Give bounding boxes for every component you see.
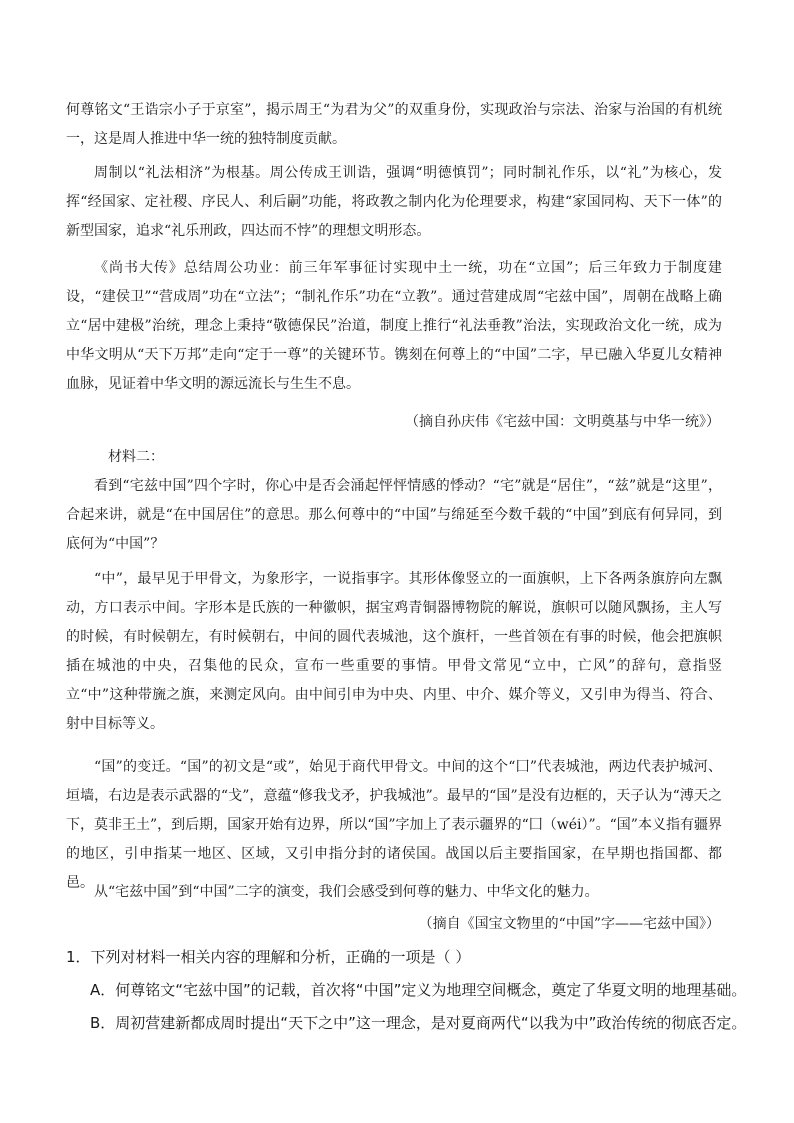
- question-stem: 1．下列对材料一相关内容的理解和分析，正确的一项是（ ）: [66, 948, 471, 966]
- material2-paragraph-4: 从“宅兹中国”到“中国”二字的演变，我们会感受到何尊的魅力、中华文化的魅力。: [94, 884, 599, 900]
- question-option-b[interactable]: B．周初营建新都成周时提出“天下之中”这一理念，是对夏商两代“以我为中”政治传统的彻底否定。: [90, 1014, 747, 1032]
- material2-label: 材料二：: [108, 449, 164, 465]
- question-option-a[interactable]: A．何尊铭文“宅兹中国”的记载，首次将“中国”定义为地理空间概念，奠定了华夏文明的地理基础。: [90, 981, 747, 999]
- material1-paragraph-2: 周制以“礼法相济”为根基。周公传成王训诰，强调“明德慎罚”；同时制礼作乐，以“礼”为核心，发挥“经国家、定社稷、序民人、利后嗣”功能，将政教之制内化为伦理要求，构建“家国同构、天下一体”的新型国家，追求“礼乐刑政，四达而不悖”的理想文明形态。: [66, 165, 722, 239]
- material1-source: （摘自孙庆伟《宅兹中国：文明奠基与中华一统》）: [405, 414, 720, 430]
- material2-paragraph-1: 看到“宅兹中国”四个字时，你心中是否会涌起怦怦情感的悸动？“宅”就是“居住”，“兹”就是“这里”，合起来讲，就是“在中国居住”的意思。那么何尊中的“中国”与绵延至今数千载的“中国”到底有何异同，到底何为“中国”？: [66, 478, 722, 552]
- material2-paragraph-2: “中”，最早见于甲骨文，为象形字，一说指事字。其形体像竖立的一面旗帜，上下各两条旗斿向左飘动，方口表示中间。字形本是氏族的一种徽帜，据宝鸡青铜器博物院的解说，旗帜可以随风飘扬，主人写的时候，有时候朝左，有时候朝右，中间的圆代表城池，这个旗杆，一些首领在有事的时候，他会把旗帜插在城池的中央，召集他的民众，宣布一些重要的事情。甲骨文常见“立中，亡风”的辞句，意指竖立“中”这种带旒之旗，来测定风向。由中间引申为中央、内里、中介、媒介等义，又引申为得当、符合、射中目标等义。: [66, 571, 722, 732]
- material1-paragraph-3: 《尚书大传》总结周公功业：前三年军事征讨实现中土一统，功在“立国”；后三年致力于制度建设，“建侯卫”“营成周”功在“立法”；“制礼作乐”功在“立教”。通过营建成周“宅兹中国”，周朝在战略上确立“居中建极”治统，理念上秉持“敬德保民”治道，制度上推行“礼法垂教”治法，实现政治文化一统，成为中华文明从“天下万邦”走向“定于一尊”的关键环节。镌刻在何尊上的“中国”二字，早已融入华夏儿女精神血脉，见证着中华文明的源远流长与生生不息。: [66, 260, 722, 392]
- material1-paragraph-1: 何尊铭文“王诰宗小子于京室”，揭示周王“为君为父”的双重身份，实现政治与宗法、治家与治国的有机统一，这是周人推进中华一统的独特制度贡献。: [66, 102, 722, 147]
- material2-paragraph-3: “国”的变迁。“国”的初文是“或”，始见于商代甲骨文。中间的这个“囗”代表城池，两边代表护城河、垣墙，右边是表示武器的“戈”，意蕴“修我戈矛，护我城池”。最早的“国”是没有边框的，天子认为“溥天之下，莫非王土”，到后期，国家开始有边界，所以“国”字加上了表示疆界的“囗（wéi）”。“国”本义指有疆界的地区，引申指某一地区、区域，又引申指分封的诸侯国。战国以后主要指国家，在早期也指国都、都邑。: [66, 759, 722, 891]
- material2-source: （摘自《国宝文物里的“中国”字——宅兹中国》）: [418, 916, 720, 932]
